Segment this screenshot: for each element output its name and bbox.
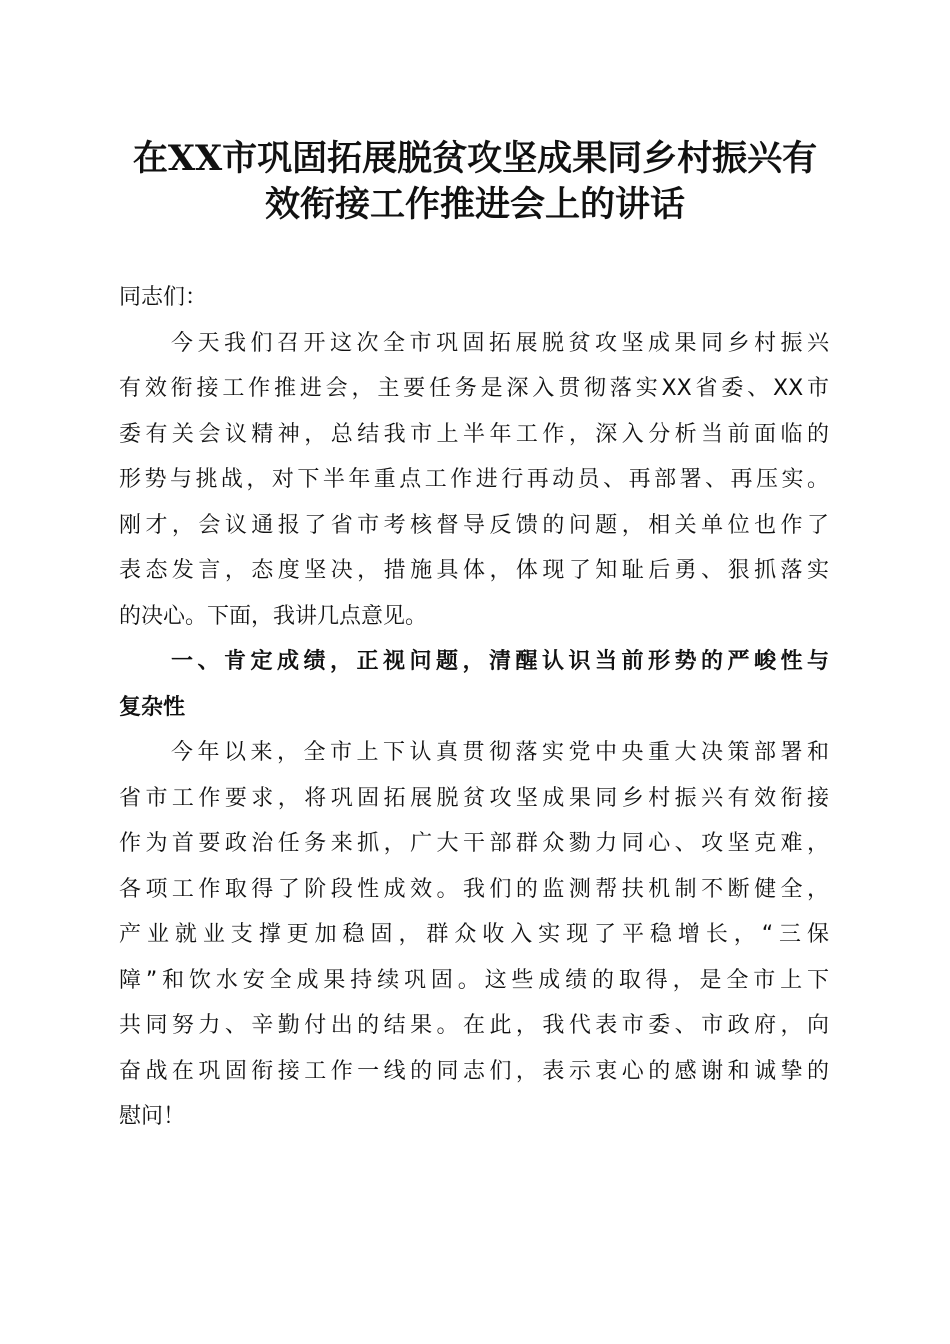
paragraph-2-line: 产业就业支撑更加稳固，群众收入实现了平稳增长，“三保 [119,922,829,947]
paragraph-1-line: 的决心。下面，我讲几点意见。 [119,603,428,629]
paragraph-1-line: 今天我们召开这次全市巩固拓展脱贫攻坚成果同乡村振兴 [171,330,829,356]
section-heading-line: 一、肯定成绩，正视问题，清醒认识当前形势的严峻性与 [171,649,829,674]
paragraph-1-line: 委有关会议精神，总结我市上半年工作，深入分析当前面临的 [119,421,829,447]
paragraph-2-line: 障”和饮水安全成果持续巩固。这些成绩的取得，是全市上下 [119,967,829,993]
section-heading-line: 复杂性 [119,694,186,720]
paragraph-1-line: 形势与挑战，对下半年重点工作进行再动员、再部署、再压实。 [119,467,829,492]
paragraph-2-line: 各项工作取得了阶段性成效。我们的监测帮扶机制不断健全， [119,876,829,902]
title-line-2: 效衔接工作推进会上的讲话 [264,183,685,225]
paragraph-1-line: 刚才，会议通报了省市考核督导反馈的问题，相关单位也作了 [119,512,829,538]
document-body [119,275,829,1140]
paragraph-1-line: 有效衔接工作推进会，主要任务是深入贯彻落实XX省委、XX市 [119,376,829,401]
document-title [100,134,850,225]
paragraph-2-line: 慰问！ [119,1104,186,1129]
paragraph-2-line: 奋战在巩固衔接工作一线的同志们，表示衷心的感谢和诚挚的 [119,1058,829,1084]
paragraph-2 [119,730,829,1140]
paragraph-1-line: 表态发言，态度坚决，措施具体，体现了知耻后勇、狠抓落实 [119,558,829,583]
salutation: 同志们： [119,285,208,310]
paragraph-2-line: 今年以来，全市上下认真贯彻落实党中央重大决策部署和 [171,740,829,765]
title-line-1: 在XX市巩固拓展脱贫攻坚成果同乡村振兴有 [132,138,818,179]
section-heading-1 [119,639,829,730]
paragraph-2-line: 共同努力、辛勤付出的结果。在此，我代表市委、市政府，向 [119,1013,829,1038]
paragraph-1 [119,321,829,640]
paragraph-2-line: 作为首要政治任务来抓，广大干部群众勠力同心、攻坚克难， [119,831,829,856]
paragraph-2-line: 省市工作要求，将巩固拓展脱贫攻坚成果同乡村振兴有效衔接 [119,785,829,811]
